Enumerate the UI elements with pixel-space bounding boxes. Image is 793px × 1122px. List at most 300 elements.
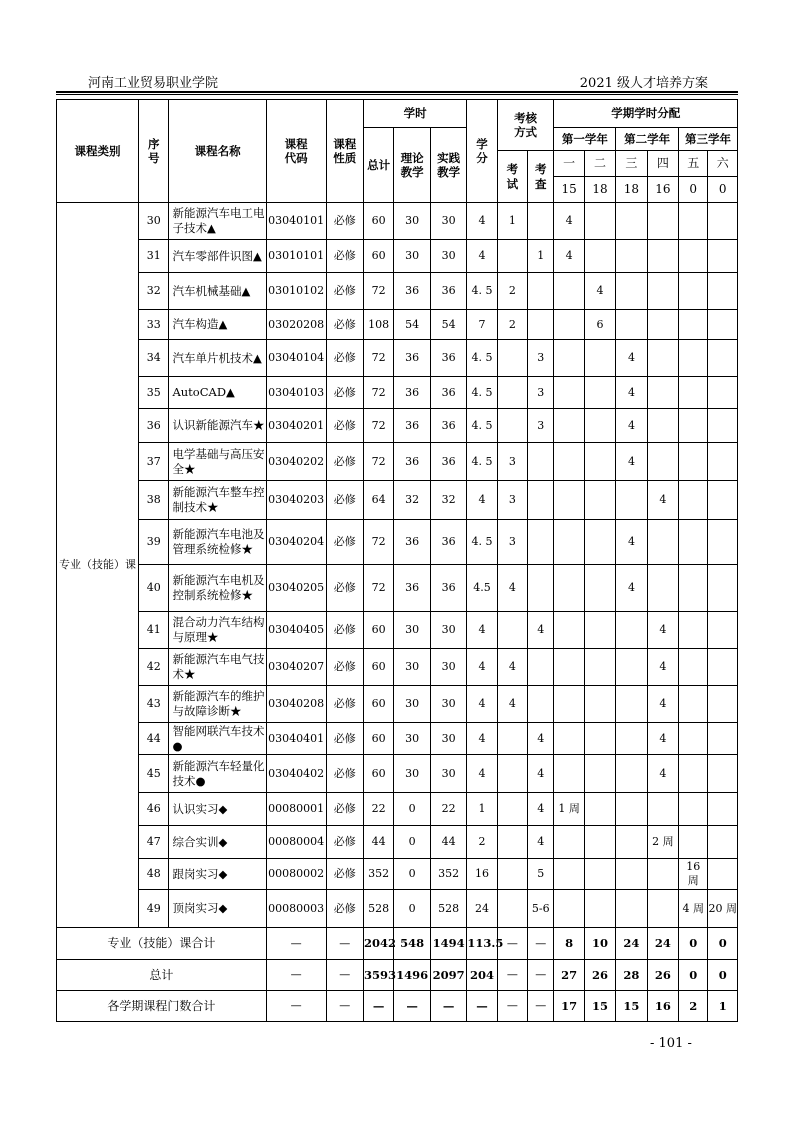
row-s4 [647,890,678,928]
table-row [57,793,738,826]
row-nature: 必修 [326,240,363,273]
row-s2 [584,723,615,755]
row-seq: 47 [139,826,169,859]
table-row [57,826,738,859]
row-total: 60 [363,723,393,755]
row-s5 [679,481,708,520]
head-semester-3 [616,151,647,203]
table-row [57,240,738,273]
summary-row [57,928,738,960]
row-credit: 4. 5 [467,520,497,565]
row-seq: 44 [139,723,169,755]
semester-weeks-6: 0 [718,182,727,196]
row-course-name: 汽车构造▲ [169,310,266,340]
header-rule [56,91,738,93]
row-s6 [708,649,738,686]
row-exam [497,240,527,273]
row-code: 03040402 [266,755,326,793]
row-practice: 30 [430,203,466,240]
row-s4 [647,240,678,273]
row-exam: 4 [497,686,527,723]
table-row [57,859,738,890]
head-exam-mode-text: 考核 方式 [514,110,538,139]
row-theory: 30 [394,686,430,723]
summary-s6: 1 [708,991,738,1022]
row-code: 00080001 [266,793,326,826]
curriculum-table [56,99,738,1022]
row-exam [497,340,527,377]
head-category: 课程类别 [57,100,139,203]
row-nature: 必修 [326,612,363,649]
row-total: 72 [363,520,393,565]
row-exam: 2 [497,273,527,310]
row-nature: 必修 [326,377,363,409]
row-code: 00080002 [266,859,326,890]
row-code: 03040207 [266,649,326,686]
head-seq [139,100,169,203]
row-code: 03040204 [266,520,326,565]
table-row [57,340,738,377]
row-code: 03040103 [266,377,326,409]
table-row [57,686,738,723]
row-s1: 4 [554,203,584,240]
row-s4: 4 [647,723,678,755]
row-s2 [584,520,615,565]
row-s4 [647,859,678,890]
row-s1 [554,890,584,928]
row-practice: 36 [430,377,466,409]
row-exam [497,890,527,928]
row-s1 [554,649,584,686]
row-seq: 40 [139,565,169,612]
summary-s5: 2 [679,991,708,1022]
table-row [57,443,738,481]
row-check [528,520,554,565]
row-credit: 4 [467,755,497,793]
summary-code: — [266,960,326,991]
row-s2 [584,340,615,377]
row-seq: 42 [139,649,169,686]
row-nature: 必修 [326,890,363,928]
summary-nature: — [326,928,363,960]
summary-s3: 28 [616,960,647,991]
semester-weeks-1: 15 [561,182,577,196]
row-s5 [679,240,708,273]
row-check [528,310,554,340]
row-theory: 30 [394,612,430,649]
row-credit: 4. 5 [467,409,497,443]
head-semester-6 [708,151,738,203]
head-semester-4 [647,151,678,203]
row-code: 03010101 [266,240,326,273]
summary-nature: — [326,991,363,1022]
row-s5 [679,826,708,859]
row-s3 [616,859,647,890]
row-total: 72 [363,273,393,310]
summary-theory: 1496 [394,960,430,991]
summary-code: — [266,928,326,960]
row-s3: 4 [616,409,647,443]
summary-nature: — [326,960,363,991]
row-seq: 46 [139,793,169,826]
row-s5 [679,203,708,240]
head-exam-text: 考 试 [506,162,519,191]
semester-label-4: 四 [648,151,678,177]
row-s3: 4 [616,377,647,409]
row-seq: 48 [139,859,169,890]
row-credit: 4 [467,723,497,755]
row-practice: 36 [430,409,466,443]
row-code: 03040202 [266,443,326,481]
semester-label-2: 二 [585,151,615,177]
summary-check: — [528,960,554,991]
row-exam: 3 [497,443,527,481]
head-credit-text: 学 分 [476,136,488,165]
row-course-name: AutoCAD▲ [169,377,266,409]
row-theory: 30 [394,649,430,686]
row-s5 [679,755,708,793]
header-rule-thin [56,94,738,95]
row-seq: 34 [139,340,169,377]
row-check: 4 [528,612,554,649]
summary-s1: 17 [554,991,584,1022]
row-exam: 1 [497,203,527,240]
row-check [528,565,554,612]
head-semester-dist: 学期学时分配 [554,100,738,128]
row-exam: 4 [497,649,527,686]
table-row [57,565,738,612]
summary-practice: — [430,991,466,1022]
row-code: 03040203 [266,481,326,520]
head-code-text: 课程 代码 [284,136,308,165]
summary-s6: 0 [708,928,738,960]
row-s2 [584,240,615,273]
row-exam: 4 [497,565,527,612]
row-credit: 4 [467,612,497,649]
row-practice: 32 [430,481,466,520]
row-course-name: 新能源汽车电机及控制系统检修★ [169,565,266,612]
row-theory: 30 [394,203,430,240]
row-s1 [554,723,584,755]
row-credit: 4 [467,203,497,240]
row-practice: 22 [430,793,466,826]
row-s4 [647,310,678,340]
row-s2 [584,826,615,859]
row-course-name: 顶岗实习◆ [169,890,266,928]
table-row [57,890,738,928]
table-row [57,481,738,520]
head-year-3: 第三学年 [679,128,738,151]
row-s6 [708,859,738,890]
table-row [57,310,738,340]
row-s6 [708,377,738,409]
row-course-name: 混合动力汽车结构与原理★ [169,612,266,649]
head-code [266,100,326,203]
row-theory: 0 [394,793,430,826]
row-nature: 必修 [326,273,363,310]
row-theory: 0 [394,859,430,890]
row-s6 [708,310,738,340]
row-s2 [584,443,615,481]
row-practice: 54 [430,310,466,340]
row-s4 [647,377,678,409]
row-s1 [554,565,584,612]
row-s5 [679,565,708,612]
row-exam [497,409,527,443]
row-total: 352 [363,859,393,890]
row-theory: 36 [394,565,430,612]
row-total: 22 [363,793,393,826]
table-row [57,649,738,686]
head-hours: 学时 [363,100,466,128]
row-practice: 30 [430,755,466,793]
row-credit: 4 [467,686,497,723]
row-course-name: 新能源汽车的维护与故障诊断★ [169,686,266,723]
row-seq: 31 [139,240,169,273]
row-course-name: 认识实习◆ [169,793,266,826]
row-s3 [616,686,647,723]
row-code: 03040208 [266,686,326,723]
row-theory: 0 [394,890,430,928]
row-practice: 36 [430,443,466,481]
row-s5 [679,377,708,409]
row-credit: 24 [467,890,497,928]
row-practice: 30 [430,240,466,273]
row-s3 [616,273,647,310]
row-check [528,649,554,686]
row-theory: 32 [394,481,430,520]
summary-theory: — [394,991,430,1022]
row-s4 [647,565,678,612]
summary-theory: 548 [394,928,430,960]
row-nature: 必修 [326,723,363,755]
row-s6 [708,723,738,755]
row-nature: 必修 [326,409,363,443]
row-s2 [584,890,615,928]
row-seq: 37 [139,443,169,481]
row-course-name: 智能网联汽车技术● [169,723,266,755]
row-theory: 36 [394,520,430,565]
row-check: 4 [528,793,554,826]
row-s2 [584,481,615,520]
row-theory: 30 [394,240,430,273]
summary-s3: 15 [616,991,647,1022]
row-credit: 4 [467,649,497,686]
row-seq: 38 [139,481,169,520]
row-theory: 30 [394,755,430,793]
row-s2 [584,203,615,240]
row-credit: 4. 5 [467,377,497,409]
row-s6 [708,565,738,612]
summary-s6: 0 [708,960,738,991]
row-s3 [616,649,647,686]
row-credit: 7 [467,310,497,340]
row-credit: 16 [467,859,497,890]
row-total: 44 [363,826,393,859]
semester-weeks-2: 18 [592,182,608,196]
row-code: 03040405 [266,612,326,649]
row-s1 [554,520,584,565]
row-credit: 4.5 [467,565,497,612]
semester-label-1: 一 [554,151,583,177]
row-s4 [647,409,678,443]
row-s1 [554,340,584,377]
row-s4: 4 [647,649,678,686]
row-s1 [554,443,584,481]
row-exam [497,793,527,826]
row-s5: 4 周 [679,890,708,928]
row-course-name: 综合实训◆ [169,826,266,859]
row-s1 [554,826,584,859]
row-s2 [584,686,615,723]
row-credit: 4. 5 [467,273,497,310]
summary-practice: 2097 [430,960,466,991]
row-seq: 49 [139,890,169,928]
row-total: 72 [363,443,393,481]
row-check: 4 [528,826,554,859]
row-s3 [616,723,647,755]
row-seq: 41 [139,612,169,649]
row-theory: 36 [394,443,430,481]
row-s1: 4 [554,240,584,273]
row-s5 [679,793,708,826]
row-s2 [584,377,615,409]
row-s3 [616,890,647,928]
row-s3 [616,755,647,793]
semester-label-6: 六 [708,151,737,177]
head-practice-text: 实践 教学 [437,150,461,179]
row-total: 72 [363,377,393,409]
row-code: 00080004 [266,826,326,859]
row-s6: 20 周 [708,890,738,928]
row-total: 528 [363,890,393,928]
row-s6 [708,612,738,649]
row-s2 [584,755,615,793]
table-row [57,612,738,649]
row-exam: 2 [497,310,527,340]
row-s4 [647,793,678,826]
head-semester-1 [554,151,584,203]
summary-credit: — [467,991,497,1022]
row-theory: 36 [394,273,430,310]
row-s1 [554,273,584,310]
row-course-name: 电学基础与高压安全★ [169,443,266,481]
row-total: 108 [363,310,393,340]
row-exam [497,723,527,755]
head-nature-text: 课程 性质 [333,136,357,165]
summary-s5: 0 [679,960,708,991]
row-course-name: 跟岗实习◆ [169,859,266,890]
summary-credit: 113.5 [467,928,497,960]
head-year-1: 第一学年 [554,128,616,151]
row-total: 72 [363,409,393,443]
summary-check: — [528,928,554,960]
semester-label-3: 三 [616,151,646,177]
row-check: 5 [528,859,554,890]
row-total: 72 [363,565,393,612]
row-nature: 必修 [326,649,363,686]
row-seq: 45 [139,755,169,793]
row-exam: 3 [497,520,527,565]
row-s4: 2 周 [647,826,678,859]
row-total: 64 [363,481,393,520]
row-s6 [708,409,738,443]
summary-total: 2042 [363,928,393,960]
row-code: 03040104 [266,340,326,377]
row-practice: 352 [430,859,466,890]
row-practice: 36 [430,520,466,565]
table-row [57,755,738,793]
row-s5 [679,443,708,481]
row-nature: 必修 [326,826,363,859]
row-s6 [708,793,738,826]
head-exam [497,151,527,203]
row-check: 3 [528,409,554,443]
row-course-name: 汽车机械基础▲ [169,273,266,310]
row-seq: 30 [139,203,169,240]
header-school-name: 河南工业贸易职业学院 [88,76,219,91]
row-s6 [708,203,738,240]
row-practice: 30 [430,723,466,755]
row-s2 [584,565,615,612]
summary-s4: 24 [647,928,678,960]
row-nature: 必修 [326,310,363,340]
summary-label: 各学期课程门数合计 [57,991,267,1022]
head-credit [467,100,497,203]
row-s3: 4 [616,443,647,481]
row-code: 03040201 [266,409,326,443]
row-theory: 36 [394,340,430,377]
row-s5 [679,340,708,377]
semester-weeks-4: 16 [655,182,671,196]
row-s3 [616,826,647,859]
row-s3 [616,793,647,826]
row-theory: 30 [394,723,430,755]
row-total: 60 [363,240,393,273]
row-s1 [554,612,584,649]
row-seq: 32 [139,273,169,310]
row-credit: 4 [467,481,497,520]
summary-row [57,960,738,991]
row-s3 [616,240,647,273]
row-seq: 35 [139,377,169,409]
row-s1 [554,409,584,443]
row-credit: 4 [467,240,497,273]
row-total: 72 [363,340,393,377]
row-seq: 43 [139,686,169,723]
row-seq: 36 [139,409,169,443]
row-s6 [708,273,738,310]
row-s4 [647,273,678,310]
row-practice: 528 [430,890,466,928]
row-check [528,443,554,481]
row-nature: 必修 [326,203,363,240]
category-cell: 专业（技能）课 [57,203,139,928]
head-total: 总计 [363,128,393,203]
row-s4: 4 [647,755,678,793]
row-course-name: 新能源汽车电气技术★ [169,649,266,686]
row-s2 [584,612,615,649]
row-practice: 36 [430,340,466,377]
row-course-name: 认识新能源汽车★ [169,409,266,443]
row-s4 [647,203,678,240]
page-number: - 101 - [650,1036,692,1051]
row-s3: 4 [616,565,647,612]
row-s6 [708,686,738,723]
row-s5 [679,310,708,340]
row-s5 [679,612,708,649]
row-check: 1 [528,240,554,273]
